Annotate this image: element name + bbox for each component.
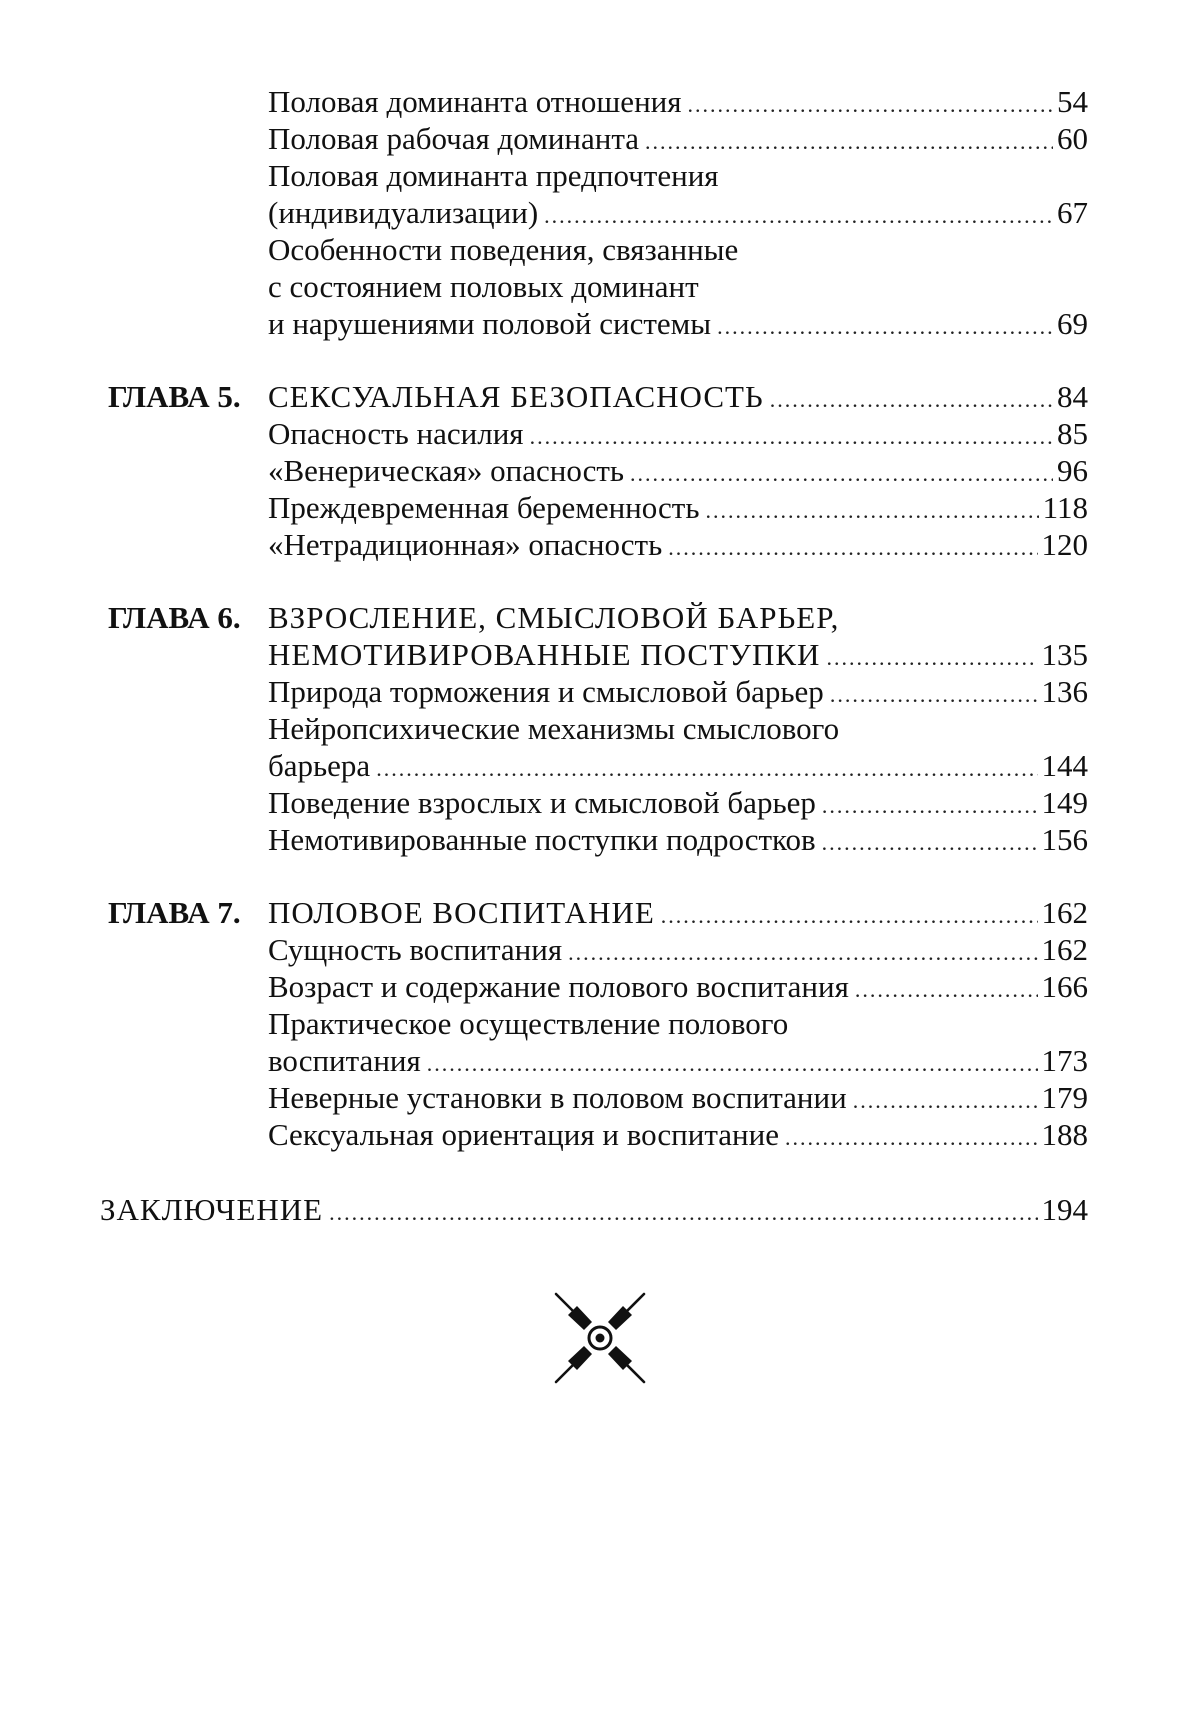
toc-entry-title: Поведение взрослых и смысловой барьер bbox=[268, 783, 822, 823]
toc-page-number: 173 bbox=[1038, 1041, 1089, 1081]
chapter-label: ГЛАВА 7. bbox=[108, 895, 241, 930]
toc-page-number: 54 bbox=[1053, 82, 1088, 122]
toc-entry bbox=[0, 414, 1200, 454]
toc-entry-title: (индивидуализации) bbox=[268, 193, 544, 233]
dot-leader bbox=[668, 528, 1037, 568]
dot-leader bbox=[822, 823, 1038, 863]
toc-entry-line bbox=[0, 709, 1200, 749]
toc-page-number: 67 bbox=[1053, 193, 1088, 233]
toc-entry bbox=[0, 746, 1200, 786]
toc-entry bbox=[0, 1041, 1200, 1081]
toc-entry-title: Особенности поведения, связанные bbox=[268, 232, 739, 267]
conclusion-title: ЗАКЛЮЧЕНИЕ bbox=[100, 1190, 329, 1230]
toc-entry bbox=[0, 635, 1200, 675]
toc-entry bbox=[0, 1078, 1200, 1118]
toc-entry bbox=[0, 119, 1200, 159]
toc-page-number: 166 bbox=[1038, 967, 1089, 1007]
toc-entry bbox=[0, 783, 1200, 823]
toc-entry-title: с состоянием половых доминант bbox=[268, 269, 699, 304]
toc-entry bbox=[0, 82, 1200, 122]
toc-entry-title: Практическое осуществление полового bbox=[268, 1006, 789, 1041]
toc-entry bbox=[0, 672, 1200, 712]
chapter-title: СЕКСУАЛЬНАЯ БЕЗОПАСНОСТЬ bbox=[268, 377, 770, 417]
toc-entry-title: Нейропсихические механизмы смыслового bbox=[268, 711, 840, 746]
toc-entry-title: Опасность насилия bbox=[268, 414, 530, 454]
toc-entry-line bbox=[0, 230, 1200, 270]
toc-page-number: 136 bbox=[1038, 672, 1089, 712]
toc-page-number: 60 bbox=[1053, 119, 1088, 159]
toc-entry bbox=[0, 193, 1200, 233]
toc-page-number: 162 bbox=[1038, 930, 1089, 970]
toc-page-number: 144 bbox=[1038, 746, 1089, 786]
toc-page-number: 85 bbox=[1053, 414, 1088, 454]
crossed-arrows-ornament-icon bbox=[554, 1292, 646, 1384]
toc-page-number: 188 bbox=[1038, 1115, 1089, 1155]
toc-entry bbox=[0, 488, 1200, 528]
toc-entry bbox=[0, 820, 1200, 860]
toc-entry-title: Половая рабочая доминанта bbox=[268, 119, 645, 159]
toc-entry-line bbox=[0, 267, 1200, 307]
toc-entry-title: и нарушениями половой системы bbox=[268, 304, 717, 344]
toc-page-number: 179 bbox=[1038, 1078, 1089, 1118]
toc-page-number: 69 bbox=[1053, 304, 1088, 344]
toc-entry bbox=[0, 525, 1200, 565]
toc-page-number: 96 bbox=[1053, 451, 1088, 491]
toc-entry-title: Половая доминанта предпочтения bbox=[268, 158, 719, 193]
toc-entry-title: «Венерическая» опасность bbox=[268, 451, 630, 491]
toc-entry-title: «Нетрадиционная» опасность bbox=[268, 525, 668, 565]
chapter-label: ГЛАВА 6. bbox=[108, 600, 241, 635]
toc-entry-title: Неверные установки в половом воспитании bbox=[268, 1078, 853, 1118]
toc-page-number: 149 bbox=[1038, 783, 1089, 823]
toc-entry-title: Сексуальная ориентация и воспитание bbox=[268, 1115, 785, 1155]
toc-entry-title: Преждевременная беременность bbox=[268, 488, 705, 528]
toc-entry-title: Сущность воспитания bbox=[268, 930, 568, 970]
chapter-title: НЕМОТИВИРОВАННЫЕ ПОСТУПКИ bbox=[268, 635, 826, 675]
toc-chapter-entry bbox=[0, 893, 1200, 933]
toc-entry-title: Возраст и содержание полового воспитания bbox=[268, 967, 855, 1007]
toc-chapter-entry bbox=[0, 377, 1200, 417]
toc-entry-title: воспитания bbox=[268, 1041, 427, 1081]
dot-leader bbox=[717, 307, 1053, 347]
chapter-label: ГЛАВА 5. bbox=[108, 379, 241, 414]
toc-page-number: 84 bbox=[1053, 377, 1088, 417]
toc-conclusion-entry bbox=[0, 1190, 1200, 1230]
dot-leader bbox=[329, 1193, 1037, 1233]
chapter-title: ВЗРОСЛЕНИЕ, СМЫСЛОВОЙ БАРЬЕР, bbox=[268, 600, 840, 635]
toc-page-number: 120 bbox=[1038, 525, 1089, 565]
toc-page-number: 194 bbox=[1038, 1190, 1089, 1230]
toc-page-number: 118 bbox=[1039, 488, 1088, 528]
toc-entry bbox=[0, 451, 1200, 491]
toc-entry bbox=[0, 1115, 1200, 1155]
toc-entry bbox=[0, 930, 1200, 970]
toc-entry-line bbox=[0, 1004, 1200, 1044]
toc-chapter-entry bbox=[0, 598, 1200, 638]
chapter-title: ПОЛОВОЕ ВОСПИТАНИЕ bbox=[268, 893, 661, 933]
toc-entry-title: барьера bbox=[268, 746, 376, 786]
toc-page-number: 156 bbox=[1038, 820, 1089, 860]
toc-entry-title: Половая доминанта отношения bbox=[268, 82, 688, 122]
toc-entry-title: Природа торможения и смысловой барьер bbox=[268, 672, 830, 712]
toc-page-number: 135 bbox=[1038, 635, 1089, 675]
toc-entry-line bbox=[0, 156, 1200, 196]
toc-entry bbox=[0, 304, 1200, 344]
toc-entry-title: Немотивированные поступки подростков bbox=[268, 820, 822, 860]
dot-leader bbox=[785, 1118, 1038, 1158]
toc-page-number: 162 bbox=[1038, 893, 1089, 933]
toc-entry bbox=[0, 967, 1200, 1007]
